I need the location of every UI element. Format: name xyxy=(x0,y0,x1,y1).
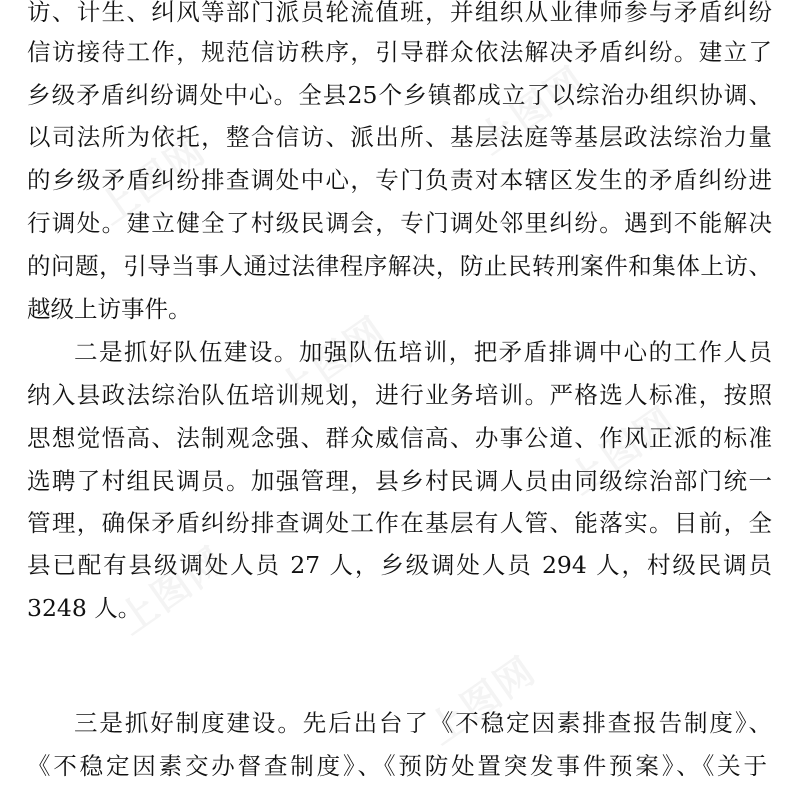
text-line: 思想觉悟高、法制观念强、群众威信高、办事公道、作风正派的标准 xyxy=(27,424,772,452)
text-line: 行调处。建立健全了村级民调会，专门调处邻里纠纷。遇到不能解决 xyxy=(27,209,772,237)
watermark: 上图网 xyxy=(90,127,214,233)
text-line: 的问题，引导当事人通过法律程序解决，防止民转刑案件和集体上访、 xyxy=(27,252,772,280)
text-line: 访、计生、纠风等部门派员轮流值班，并组织从业律师参与矛盾纠纷 xyxy=(27,0,772,26)
text-line: 乡级矛盾纠纷调处中心。全县25个乡镇都成立了以综治办组织协调、 xyxy=(27,81,772,109)
text-line: 管理，确保矛盾纠纷排查调处工作在基层有人管、能落实。目前，全 xyxy=(27,509,772,537)
text-line: 《不稳定因素交办督查制度》、《预防处置突发事件预案》、《关于 xyxy=(27,752,767,780)
text-line: 以司法所为依托，整合信访、派出所、基层法庭等基层政法综治力量 xyxy=(27,123,772,151)
text-line: 三是抓好制度建设。先后出台了《不稳定因素排查报告制度》、 xyxy=(74,709,772,737)
watermark: 上图网 xyxy=(110,537,234,643)
text-line: 3248 人。 xyxy=(27,594,142,622)
watermark: 上图网 xyxy=(470,57,594,163)
text-line: 纳入县政法综治队伍培训规划，进行业务培训。严格选人标准，按照 xyxy=(27,381,772,409)
watermark: 上图网 xyxy=(420,647,544,753)
text-line: 县已配有县级调处人员 27 人，乡级调处人员 294 人，村级民调员 xyxy=(27,551,772,579)
text-line: 越级上访事件。 xyxy=(27,295,192,323)
watermark: 上图网 xyxy=(270,307,394,413)
text-line: 信访接待工作，规范信访秩序，引导群众依法解决矛盾纠纷。建立了 xyxy=(27,38,772,66)
text-line: 二是抓好队伍建设。加强队伍培训，把矛盾排调中心的工作人员 xyxy=(74,338,772,366)
watermark: 上图网 xyxy=(560,397,684,503)
text-line: 选聘了村组民调员。加强管理，县乡村民调人员由同级综治部门统一 xyxy=(27,467,772,495)
text-line: 的乡级矛盾纠纷排查调处中心，专门负责对本辖区发生的矛盾纠纷进 xyxy=(27,166,772,194)
